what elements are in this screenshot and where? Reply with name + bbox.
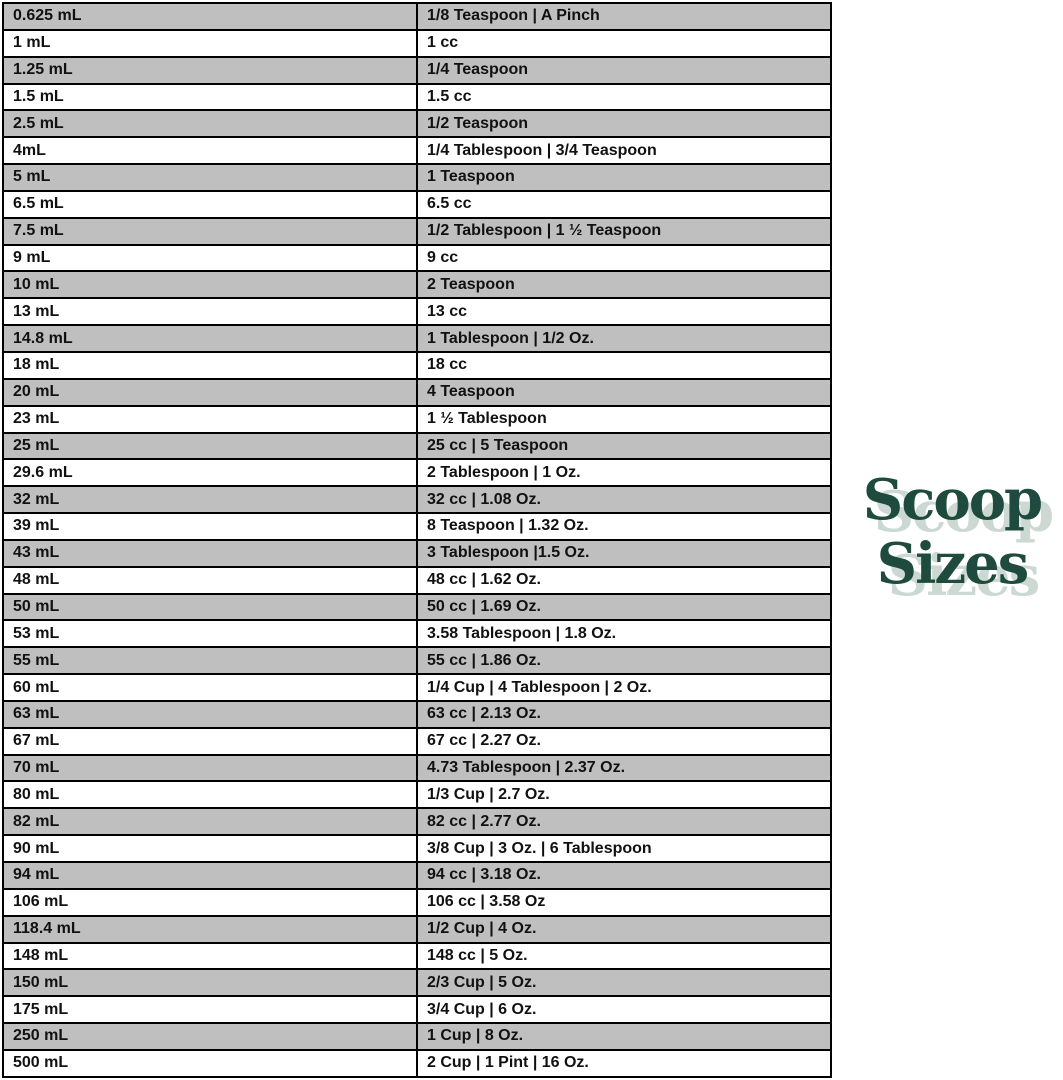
conversion-table (2, 2, 832, 1078)
logo-line-2: Sizes (876, 531, 1028, 597)
equivalent-cell: 3/8 Cup | 3 Oz. | 6 Tablespoon (417, 835, 831, 862)
equivalent-cell: 1 cc (417, 30, 831, 57)
table-row (3, 594, 831, 621)
ml-cell: 1.25 mL (3, 57, 417, 84)
table-row (3, 755, 831, 782)
ml-cell: 14.8 mL (3, 325, 417, 352)
equivalent-cell: 1 Tablespoon | 1/2 Oz. (417, 325, 831, 352)
equivalent-cell: 1/4 Cup | 4 Tablespoon | 2 Oz. (417, 674, 831, 701)
ml-cell: 4mL (3, 137, 417, 164)
table-row (3, 459, 831, 486)
ml-cell: 175 mL (3, 996, 417, 1023)
ml-cell: 250 mL (3, 1023, 417, 1050)
table-row (3, 298, 831, 325)
ml-cell: 90 mL (3, 835, 417, 862)
equivalent-cell: 2 Tablespoon | 1 Oz. (417, 459, 831, 486)
equivalent-cell: 1/4 Tablespoon | 3/4 Teaspoon (417, 137, 831, 164)
ml-cell: 1 mL (3, 30, 417, 57)
equivalent-cell: 9 cc (417, 245, 831, 272)
equivalent-cell: 8 Teaspoon | 1.32 Oz. (417, 513, 831, 540)
ml-cell: 70 mL (3, 755, 417, 782)
equivalent-cell: 6.5 cc (417, 191, 831, 218)
equivalent-cell: 1 Cup | 8 Oz. (417, 1023, 831, 1050)
equivalent-cell: 1.5 cc (417, 84, 831, 111)
table-row (3, 620, 831, 647)
equivalent-cell: 3/4 Cup | 6 Oz. (417, 996, 831, 1023)
equivalent-cell: 1/2 Cup | 4 Oz. (417, 916, 831, 943)
ml-cell: 32 mL (3, 486, 417, 513)
table-row (3, 647, 831, 674)
equivalent-cell: 3 Tablespoon |1.5 Oz. (417, 540, 831, 567)
ml-cell: 0.625 mL (3, 3, 417, 30)
ml-cell: 63 mL (3, 701, 417, 728)
equivalent-cell: 4 Teaspoon (417, 379, 831, 406)
table-row (3, 3, 831, 30)
equivalent-cell: 1/2 Teaspoon (417, 110, 831, 137)
equivalent-cell: 1 Teaspoon (417, 164, 831, 191)
table-row (3, 889, 831, 916)
equivalent-cell: 48 cc | 1.62 Oz. (417, 567, 831, 594)
ml-cell: 53 mL (3, 620, 417, 647)
equivalent-cell: 1/8 Teaspoon | A Pinch (417, 3, 831, 30)
table-row (3, 137, 831, 164)
equivalent-cell: 55 cc | 1.86 Oz. (417, 647, 831, 674)
table-row (3, 540, 831, 567)
ml-cell: 148 mL (3, 943, 417, 970)
table-row (3, 191, 831, 218)
ml-cell: 13 mL (3, 298, 417, 325)
table-row (3, 728, 831, 755)
equivalent-cell: 1 ½ Tablespoon (417, 406, 831, 433)
ml-cell: 6.5 mL (3, 191, 417, 218)
ml-cell: 118.4 mL (3, 916, 417, 943)
ml-cell: 39 mL (3, 513, 417, 540)
equivalent-cell: 1/4 Teaspoon (417, 57, 831, 84)
equivalent-cell: 2 Cup | 1 Pint | 16 Oz. (417, 1050, 831, 1077)
table-row (3, 84, 831, 111)
equivalent-cell: 50 cc | 1.69 Oz. (417, 594, 831, 621)
ml-cell: 55 mL (3, 647, 417, 674)
table-row (3, 325, 831, 352)
table-row (3, 164, 831, 191)
ml-cell: 5 mL (3, 164, 417, 191)
table-row (3, 110, 831, 137)
ml-cell: 25 mL (3, 433, 417, 460)
table-row (3, 486, 831, 513)
equivalent-cell: 1/3 Cup | 2.7 Oz. (417, 781, 831, 808)
conversion-table-body (3, 3, 831, 1077)
ml-cell: 18 mL (3, 352, 417, 379)
ml-cell: 1.5 mL (3, 84, 417, 111)
table-row (3, 218, 831, 245)
ml-cell: 2.5 mL (3, 110, 417, 137)
table-row (3, 433, 831, 460)
table-row (3, 513, 831, 540)
table-row (3, 1050, 831, 1077)
logo-line-1: Scoop (862, 467, 1042, 533)
ml-cell: 60 mL (3, 674, 417, 701)
table-row (3, 271, 831, 298)
table-row (3, 379, 831, 406)
equivalent-cell: 2 Teaspoon (417, 271, 831, 298)
equivalent-cell: 94 cc | 3.18 Oz. (417, 862, 831, 889)
equivalent-cell: 13 cc (417, 298, 831, 325)
ml-cell: 80 mL (3, 781, 417, 808)
table-row (3, 245, 831, 272)
ml-cell: 48 mL (3, 567, 417, 594)
table-row (3, 808, 831, 835)
table-row (3, 352, 831, 379)
equivalent-cell: 67 cc | 2.27 Oz. (417, 728, 831, 755)
ml-cell: 106 mL (3, 889, 417, 916)
equivalent-cell: 2/3 Cup | 5 Oz. (417, 969, 831, 996)
table-row (3, 674, 831, 701)
ml-cell: 500 mL (3, 1050, 417, 1077)
ml-cell: 10 mL (3, 271, 417, 298)
equivalent-cell: 25 cc | 5 Teaspoon (417, 433, 831, 460)
ml-cell: 150 mL (3, 969, 417, 996)
table-row (3, 567, 831, 594)
ml-cell: 94 mL (3, 862, 417, 889)
ml-cell: 82 mL (3, 808, 417, 835)
equivalent-cell: 4.73 Tablespoon | 2.37 Oz. (417, 755, 831, 782)
table-row (3, 969, 831, 996)
table-row (3, 30, 831, 57)
ml-cell: 50 mL (3, 594, 417, 621)
table-row (3, 916, 831, 943)
ml-cell: 67 mL (3, 728, 417, 755)
ml-cell: 43 mL (3, 540, 417, 567)
table-row (3, 781, 831, 808)
equivalent-cell: 18 cc (417, 352, 831, 379)
equivalent-cell: 106 cc | 3.58 Oz (417, 889, 831, 916)
ml-cell: 7.5 mL (3, 218, 417, 245)
table-row (3, 996, 831, 1023)
table-row (3, 862, 831, 889)
ml-cell: 23 mL (3, 406, 417, 433)
scoop-sizes-logo (840, 468, 1063, 596)
equivalent-cell: 82 cc | 2.77 Oz. (417, 808, 831, 835)
equivalent-cell: 32 cc | 1.08 Oz. (417, 486, 831, 513)
equivalent-cell: 1/2 Tablespoon | 1 ½ Teaspoon (417, 218, 831, 245)
table-row (3, 406, 831, 433)
table-row (3, 1023, 831, 1050)
ml-cell: 9 mL (3, 245, 417, 272)
table-row (3, 57, 831, 84)
equivalent-cell: 63 cc | 2.13 Oz. (417, 701, 831, 728)
table-row (3, 701, 831, 728)
ml-cell: 29.6 mL (3, 459, 417, 486)
table-row (3, 943, 831, 970)
ml-cell: 20 mL (3, 379, 417, 406)
equivalent-cell: 3.58 Tablespoon | 1.8 Oz. (417, 620, 831, 647)
equivalent-cell: 148 cc | 5 Oz. (417, 943, 831, 970)
table-row (3, 835, 831, 862)
